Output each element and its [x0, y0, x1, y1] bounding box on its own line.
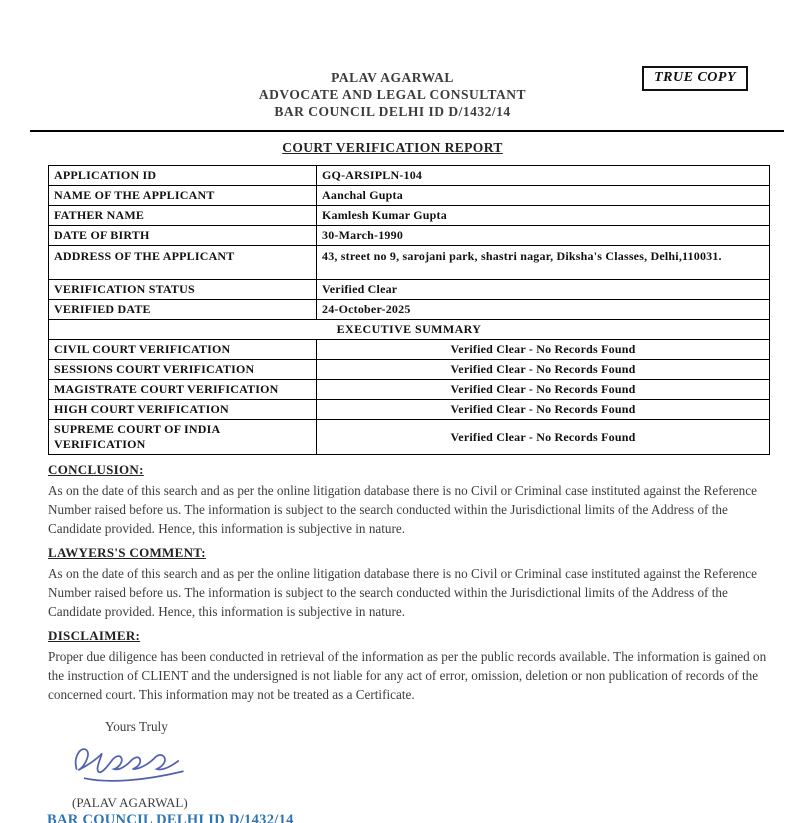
detail-value: 43, street no 9, sarojani park, shastri nagar, Diksha's Classes, Delhi,110031. — [317, 246, 770, 280]
verification-table — [48, 165, 770, 455]
summary-label: HIGH COURT VERIFICATION — [49, 400, 317, 420]
detail-label: APPLICATION ID — [49, 166, 317, 186]
signature-image — [68, 739, 785, 791]
detail-label: NAME OF THE APPLICANT — [49, 186, 317, 206]
summary-label: SUPREME COURT OF INDIA VERIFICATION — [49, 420, 317, 455]
report-title: COURT VERIFICATION REPORT — [282, 140, 503, 155]
disclaimer-section — [48, 628, 770, 704]
summary-value: Verified Clear - No Records Found — [317, 380, 770, 400]
table-row — [49, 360, 770, 380]
detail-value: Kamlesh Kumar Gupta — [317, 206, 770, 226]
table-row — [49, 226, 770, 246]
summary-label: SESSIONS COURT VERIFICATION — [49, 360, 317, 380]
advocate-name: PALAV AGARWAL — [331, 70, 454, 85]
true-copy-stamp: TRUE COPY — [642, 66, 748, 91]
lawyers-comment-section — [48, 545, 770, 621]
summary-value: Verified Clear - No Records Found — [317, 400, 770, 420]
detail-value: 24-October-2025 — [317, 300, 770, 320]
detail-value: 30-March-1990 — [317, 226, 770, 246]
table-row — [49, 340, 770, 360]
table-row — [49, 420, 770, 455]
detail-label: FATHER NAME — [49, 206, 317, 226]
detail-label: ADDRESS OF THE APPLICANT — [49, 246, 317, 280]
table-row — [49, 246, 770, 280]
detail-label: VERIFIED DATE — [49, 300, 317, 320]
table-row — [49, 186, 770, 206]
lawyers-comment-heading: LAWYERS'S COMMENT: — [48, 545, 206, 560]
table-row — [49, 280, 770, 300]
conclusion-section — [48, 462, 770, 538]
letterhead-divider — [30, 130, 784, 132]
table-row — [49, 206, 770, 226]
table-row — [49, 400, 770, 420]
letterhead — [0, 0, 785, 120]
table-row — [49, 166, 770, 186]
summary-label: MAGISTRATE COURT VERIFICATION — [49, 380, 317, 400]
detail-value: Aanchal Gupta — [317, 186, 770, 206]
detail-value: GQ-ARSIPLN-104 — [317, 166, 770, 186]
table-row — [49, 380, 770, 400]
detail-label: VERIFICATION STATUS — [49, 280, 317, 300]
disclaimer-heading: DISCLAIMER: — [48, 628, 141, 643]
advocate-role: ADVOCATE AND LEGAL CONSULTANT — [258, 87, 527, 102]
closing-bar-id: BAR COUNCIL DELHI ID D/1432/14 — [47, 812, 294, 823]
executive-summary-title: EXECUTIVE SUMMARY — [49, 320, 770, 340]
disclaimer-text: Proper due diligence has been conducted in retrieval of the information as per the public records available. The information is gained on the instruction of CLIENT and the undersigned is not liable for any act of error, omission, deletion or non publication of records of the concerned court. This information may not be treated as a Certificate. — [48, 649, 767, 702]
detail-value: Verified Clear — [317, 280, 770, 300]
signatory-name: (PALAV AGARWAL) — [72, 795, 188, 810]
detail-label: DATE OF BIRTH — [49, 226, 317, 246]
summary-value: Verified Clear - No Records Found — [317, 360, 770, 380]
executive-summary-header-row — [49, 320, 770, 340]
summary-value: Verified Clear - No Records Found — [317, 340, 770, 360]
signature-ink-strokes — [68, 739, 196, 791]
table-row — [49, 300, 770, 320]
summary-label: CIVIL COURT VERIFICATION — [49, 340, 317, 360]
advocate-bar-id: BAR COUNCIL DELHI ID D/1432/14 — [274, 104, 511, 119]
lawyers-comment-text: As on the date of this search and as per the online litigation database there is no Civil or Criminal case instituted against the Reference Number raised before us. The information is subject to the search conducted within the Jurisdictional limits of the Address of the Candidate provided. Hence, this information is subjective in nature. — [48, 566, 757, 619]
salutation: Yours Truly — [105, 719, 168, 734]
conclusion-heading: CONCLUSION: — [48, 462, 144, 477]
conclusion-text: As on the date of this search and as per the online litigation database there is no Civil or Criminal case instituted against the Reference Number raised before us. The information is subject to the search conducted within the Jurisdictional limits of the Address of the Candidate provided. Hence, this information is subjective in nature. — [48, 483, 757, 536]
summary-value: Verified Clear - No Records Found — [317, 420, 770, 455]
